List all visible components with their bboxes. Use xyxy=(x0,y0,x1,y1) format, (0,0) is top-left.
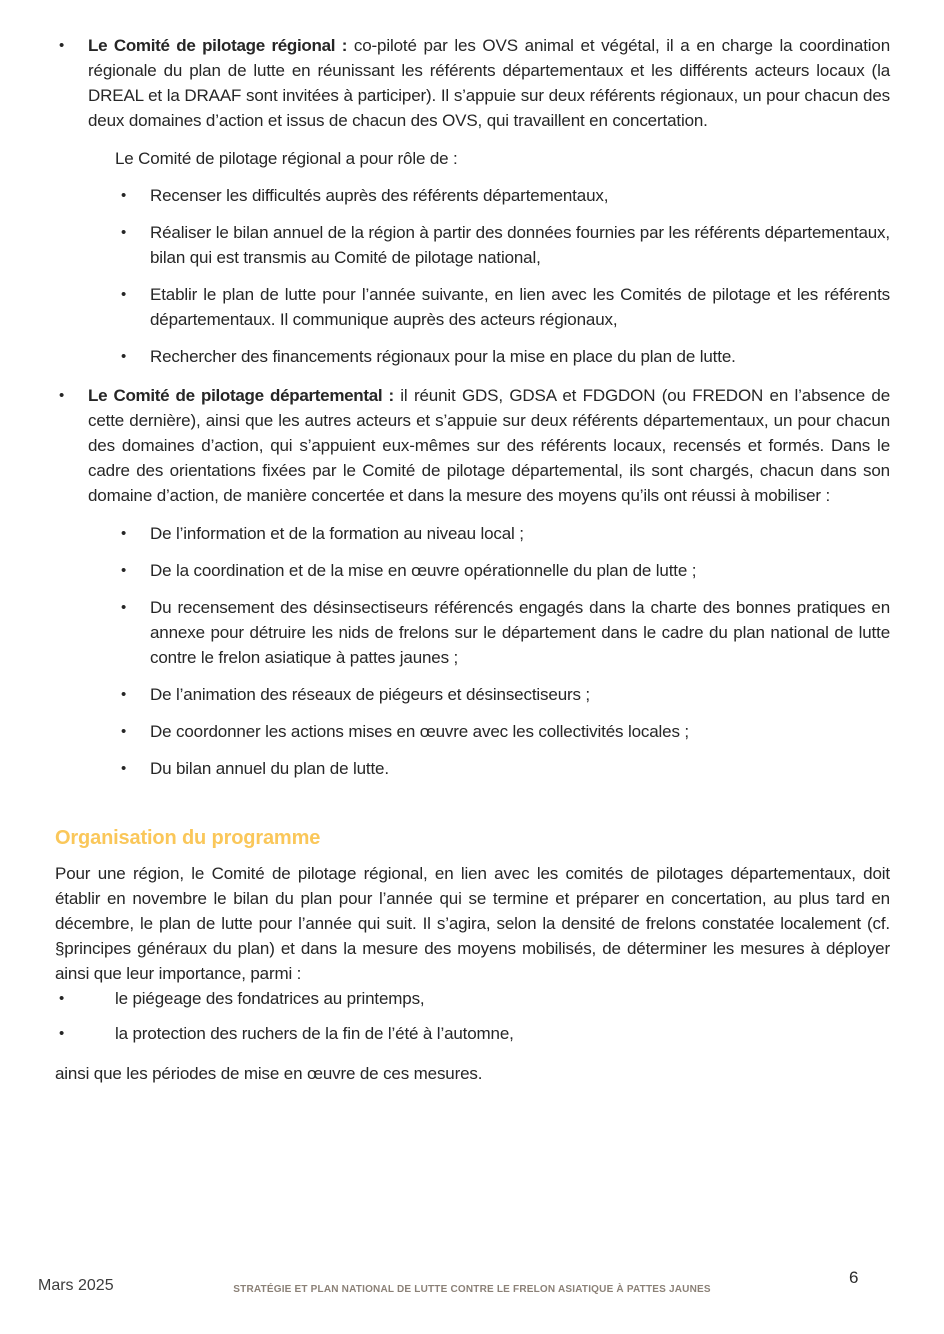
comite-departemental-text: il réunit GDS, GDSA et FDGDON (ou FREDON en l’absence de cette dernière), ainsi que les autres acteurs et s’appuie sur deux référents départementaux, un pour chacun des domaines d’action, qui s’appuient eux-mêmes sur des référents locaux, recensés et formés. Dans le cadre des orientations fixées par le Comité de pilotage départemental, ils sont chargés, chacun dans son domaine d’action, de manière concertée et dans la mesure des moyens qu’ils ont réussi à mobiliser : xyxy=(88,386,890,505)
list-item-bilan-annuel xyxy=(55,756,890,781)
page-content xyxy=(55,33,890,1086)
list-item-text: De l’animation des réseaux de piégeurs et désinsectiseurs ; xyxy=(150,685,591,704)
bullet-icon: • xyxy=(59,990,65,1007)
organisation-paragraph: Pour une région, le Comité de pilotage régional, en lien avec les comités de pilotages départementaux, doit établir en novembre le bilan du plan pour l’année qui se termine et préparer en concertation, au plus tard en décembre, le plan de lutte pour l’année qui suit. Il s’agira, selon la densité de frelons constatée localement (cf. §principes généraux du plan) et dans la mesure des moyens mobilisés, de déterminer les mesures à déployer ainsi que leur importance, parmi : xyxy=(55,864,890,983)
bullet-icon: • xyxy=(59,387,65,404)
list-item-text: la protection des ruchers de la fin de l’été à l’automne, xyxy=(115,1024,514,1043)
footer-date: Mars 2025 xyxy=(38,1277,114,1294)
list-item-information-formation xyxy=(55,521,890,546)
list-item-text: Réaliser le bilan annuel de la région à partir des données fournies par les référents départementaux, bilan qui est transmis au Comité de pilotage national, xyxy=(150,223,890,267)
list-item-text: De l’information et de la formation au niveau local ; xyxy=(150,524,524,543)
comite-departemental-paragraph xyxy=(88,383,890,508)
list-item-coordination xyxy=(55,558,890,583)
bullet-icon: • xyxy=(121,187,127,204)
list-item-etablir-plan xyxy=(55,282,890,332)
page-number: 6 xyxy=(849,1268,859,1287)
bullet-icon: • xyxy=(121,760,127,777)
list-item-animation-reseaux xyxy=(55,682,890,707)
list-item-recenser xyxy=(55,183,890,208)
list-item-comite-departemental xyxy=(55,383,890,508)
bullet-icon: • xyxy=(59,1025,65,1042)
comite-regional-lead: Le Comité de pilotage régional : xyxy=(88,36,348,55)
footer-document-title: STRATÉGIE ET PLAN NATIONAL DE LUTTE CONTRE LE FRELON ASIATIQUE À PATTES JAUNES xyxy=(233,1284,711,1295)
list-item-text: Rechercher des financements régionaux pour la mise en place du plan de lutte. xyxy=(150,347,736,366)
list-item-recensement-desinsectiseurs xyxy=(55,595,890,670)
list-item-text: le piégeage des fondatrices au printemps, xyxy=(115,989,425,1008)
list-item-rechercher-financements xyxy=(55,344,890,369)
bullet-icon: • xyxy=(121,562,127,579)
bullet-icon: • xyxy=(121,525,127,542)
list-item-text: Du bilan annuel du plan de lutte. xyxy=(150,759,389,778)
list-item-text: De la coordination et de la mise en œuvre opérationnelle du plan de lutte ; xyxy=(150,561,697,580)
comite-regional-text: co-piloté par les OVS animal et végétal, il a en charge la coordination régionale du plan de lutte en réunissant les référents départementaux et les différents acteurs locaux (la DREAL et la DRAAF sont invitées à participer). Il s’appuie sur deux référents régionaux, un pour chacun des deux domaines d’action et issus de chacun des OVS, qui travaillent en concertation. xyxy=(88,36,891,130)
list-item-text: Etablir le plan de lutte pour l’année suivante, en lien avec les Comités de pilotage et les référents départementaux. Il communique auprès des acteurs régionaux, xyxy=(150,285,890,329)
list-item-coordonner-collectivites xyxy=(55,719,890,744)
list-item-realiser-bilan xyxy=(55,220,890,270)
comite-departemental-lead: Le Comité de pilotage départemental : xyxy=(88,386,394,405)
list-item-protection-ruchers xyxy=(55,1021,890,1046)
comite-regional-paragraph xyxy=(88,33,890,133)
section-heading-organisation: Organisation du programme xyxy=(55,827,321,849)
list-item-text: Recenser les difficultés auprès des référents départementaux, xyxy=(150,186,609,205)
bullet-icon: • xyxy=(59,37,65,54)
bullet-icon: • xyxy=(121,686,127,703)
bullet-icon: • xyxy=(121,599,127,616)
bullet-icon: • xyxy=(121,348,127,365)
bullet-icon: • xyxy=(121,723,127,740)
list-item-text: De coordonner les actions mises en œuvre avec les collectivités locales ; xyxy=(150,722,689,741)
bullet-icon: • xyxy=(121,224,127,241)
list-item-comite-regional xyxy=(55,33,890,133)
list-item-piegeage xyxy=(55,986,890,1011)
bullet-icon: • xyxy=(121,286,127,303)
list-item-text: Du recensement des désinsectiseurs référencés engagés dans la charte des bonnes pratiques en annexe pour détruire les nids de frelons sur le département dans le cadre du plan national de lutte contre le frelon asiatique à pattes jaunes ; xyxy=(150,598,890,667)
closing-sentence: ainsi que les périodes de mise en œuvre de ces mesures. xyxy=(55,1064,483,1083)
comite-regional-role-intro: Le Comité de pilotage régional a pour rôle de : xyxy=(115,149,458,168)
